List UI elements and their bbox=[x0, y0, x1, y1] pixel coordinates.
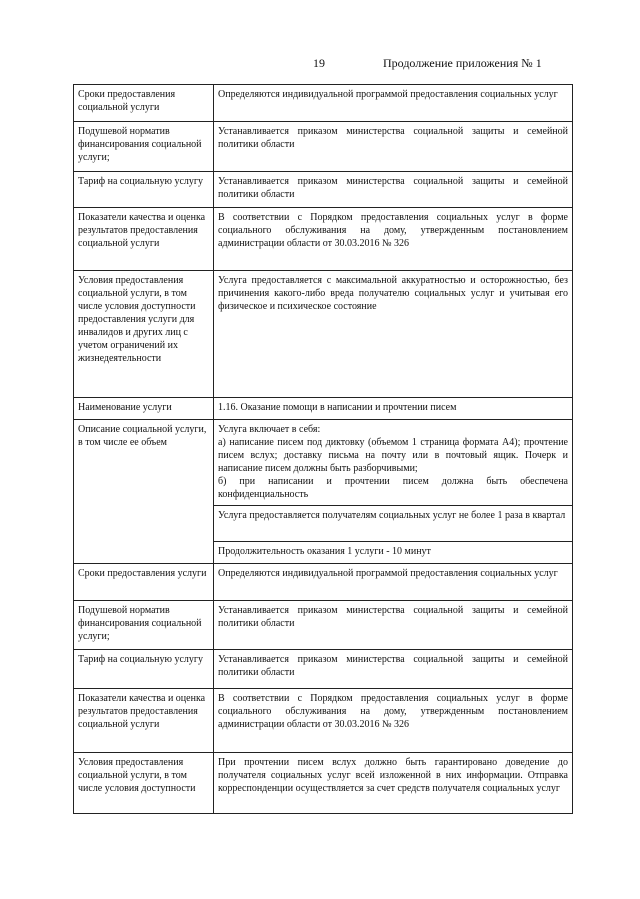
row-value bbox=[214, 271, 573, 398]
value-text: Услуга предоставляется с максимальной аккуратностью и осторожностью, без причинения какого-либо вреда получателю социальных услуг и учитывая его физическое и психическое состояние bbox=[218, 275, 568, 312]
value-text: В соответствии с Порядком предоставления социальных услуг в форме социального обслуживания на дому, утвержденным постановлением администрации области от 30.03.2016 № 326 bbox=[218, 693, 568, 730]
table-row bbox=[74, 172, 573, 208]
value-text: Определяются индивидуальной программой предоставления социальных услуг bbox=[218, 89, 558, 100]
row-label: Наименование услуги bbox=[74, 398, 214, 420]
row-value bbox=[214, 85, 573, 122]
row-value bbox=[214, 650, 573, 689]
value-text: Устанавливается приказом министерства социальной защиты и семейной политики области bbox=[218, 605, 568, 629]
value-text: При прочтении писем вслух должно быть гарантировано доведение до получателя социальных услуг всей изложенной в них информации. Отправка корреспонденции осуществляется за счет средств получателя социальных услуг bbox=[218, 757, 568, 794]
row-value bbox=[214, 506, 573, 542]
table-row bbox=[74, 398, 573, 420]
value-text: Услуга предоставляется получателям социальных услуг не более 1 раза в квартал bbox=[218, 510, 566, 521]
row-label: Показатели качества и оценка результатов предоставления социальной услуги bbox=[74, 689, 214, 753]
row-label: Подушевой норматив финансирования социальной услуги; bbox=[74, 601, 214, 650]
row-value bbox=[214, 122, 573, 172]
row-label: Описание социальной услуги, в том числе ее объем bbox=[74, 420, 214, 564]
table-row bbox=[74, 564, 573, 601]
value-text: Устанавливается приказом министерства социальной защиты и семейной политики области bbox=[218, 176, 568, 200]
appendix-continuation: Продолжение приложения № 1 bbox=[383, 56, 542, 70]
value-text: Определяются индивидуальной программой предоставления социальных услуг bbox=[218, 568, 558, 579]
row-value bbox=[214, 689, 573, 753]
table-row bbox=[74, 689, 573, 753]
value-text: Услуга включает в себя: bbox=[218, 424, 321, 435]
table-row bbox=[74, 601, 573, 650]
value-text: В соответствии с Порядком предоставления социальных услуг в форме социального обслуживания на дому, утвержденным постановлением администрации области от 30.03.2016 № 326 bbox=[218, 212, 568, 249]
table-row bbox=[74, 650, 573, 689]
row-value bbox=[214, 420, 573, 506]
table-row bbox=[74, 753, 573, 814]
row-label: Сроки предоставления социальной услуги bbox=[74, 85, 214, 122]
value-text: Продолжительность оказания 1 услуги - 10 минут bbox=[218, 546, 431, 557]
row-value bbox=[214, 208, 573, 271]
row-label: Условия предоставления социальной услуги, в том числе условия доступности предоставления услуги для инвалидов и других лиц с учетом ограничений их жизнедеятельности bbox=[74, 271, 214, 398]
table-row bbox=[74, 420, 573, 506]
value-text: а) написание писем под диктовку (объемом 1 страница формата А4); прочтение писем вслух; доставку письма на почту или в почтовый ящик. Почерк и написание писем должны быть разборчивыми; bbox=[218, 437, 568, 474]
row-label: Сроки предоставления услуги bbox=[74, 564, 214, 601]
row-label: Тариф на социальную услугу bbox=[74, 172, 214, 208]
row-label: Подушевой норматив финансирования социальной услуги; bbox=[74, 122, 214, 172]
table-row bbox=[74, 85, 573, 122]
table-row bbox=[74, 208, 573, 271]
value-text: Устанавливается приказом министерства социальной защиты и семейной политики области bbox=[218, 654, 568, 678]
row-value bbox=[214, 542, 573, 564]
service-table bbox=[73, 84, 573, 814]
page-number: 19 bbox=[313, 56, 325, 70]
table-row bbox=[74, 271, 573, 398]
row-value bbox=[214, 753, 573, 814]
row-label: Условия предоставления социальной услуги, в том числе условия доступности bbox=[74, 753, 214, 814]
value-text: б) при написании и прочтении писем должна быть обеспечена конфиденциальность bbox=[218, 476, 568, 500]
page-header bbox=[0, 56, 640, 74]
table-row bbox=[74, 122, 573, 172]
value-text: Устанавливается приказом министерства социальной защиты и семейной политики области bbox=[218, 126, 568, 150]
row-label: Тариф на социальную услугу bbox=[74, 650, 214, 689]
row-value bbox=[214, 564, 573, 601]
service-name bbox=[214, 398, 573, 420]
row-label: Показатели качества и оценка результатов предоставления социальной услуги bbox=[74, 208, 214, 271]
value-text: 1.16. Оказание помощи в написании и прочтении писем bbox=[218, 402, 457, 413]
row-value bbox=[214, 601, 573, 650]
row-value bbox=[214, 172, 573, 208]
